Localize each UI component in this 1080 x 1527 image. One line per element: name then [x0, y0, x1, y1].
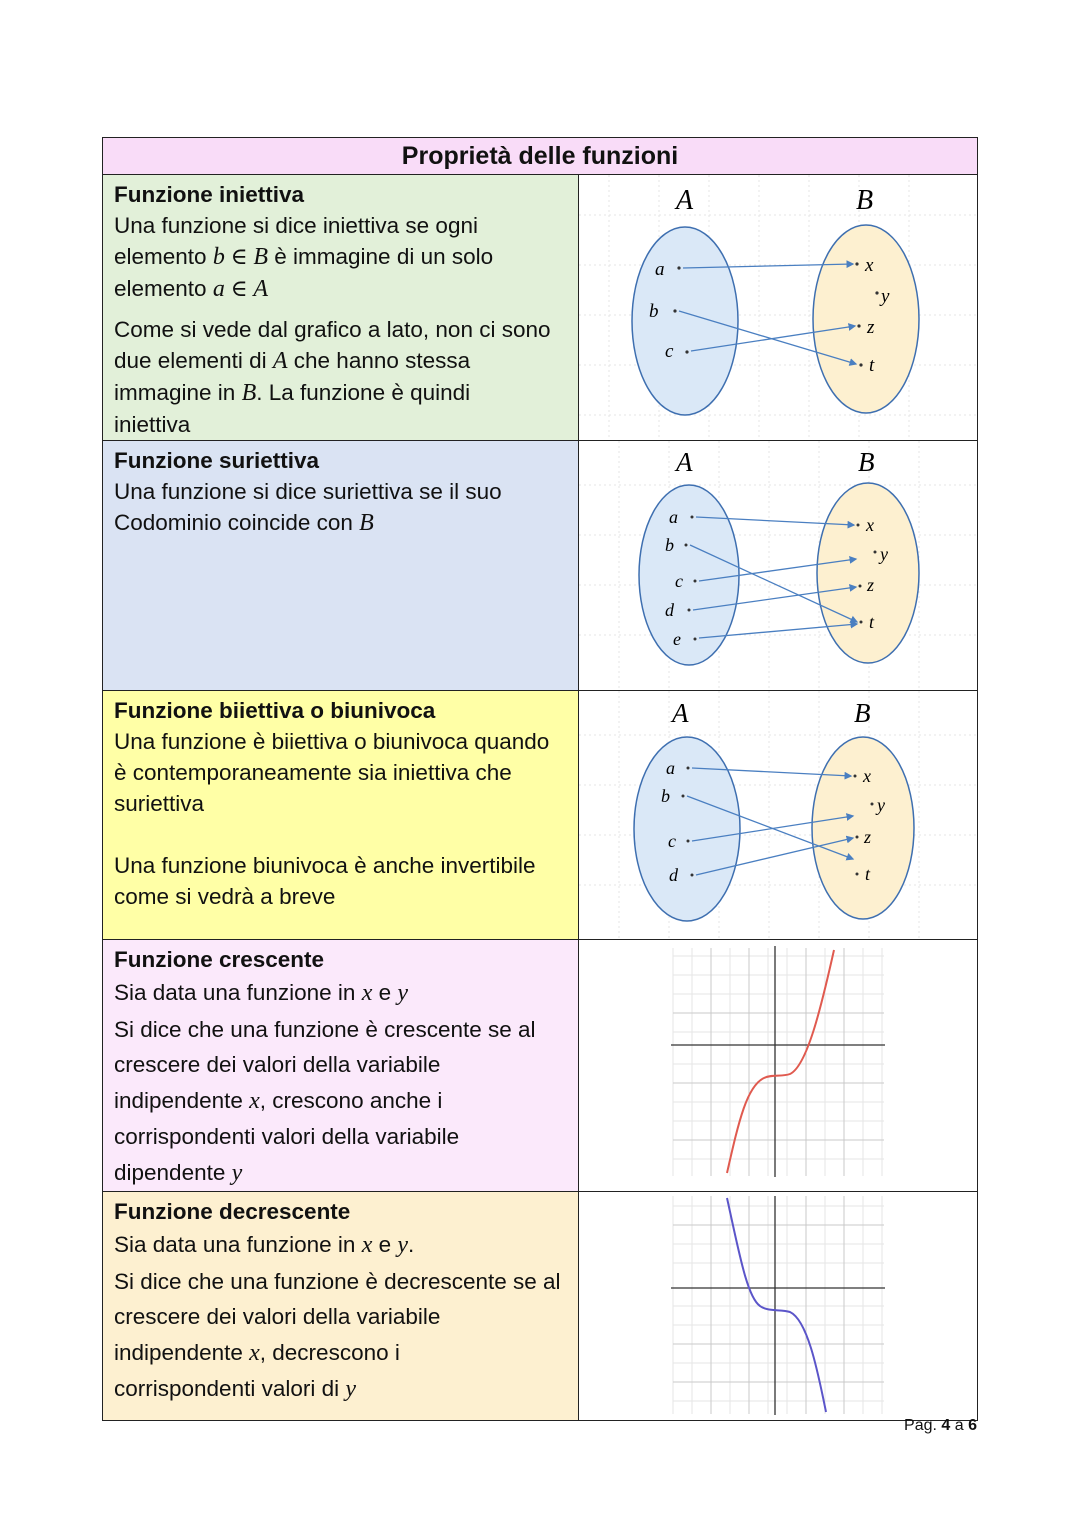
decreasing-heading: Funzione decrescente — [114, 1199, 351, 1224]
decreasing-graph-cell — [579, 1192, 978, 1421]
set-a-ellipse — [639, 485, 739, 665]
increasing-graph-cell — [579, 940, 978, 1192]
element-label: z — [867, 575, 875, 595]
set-b-label: B — [858, 447, 875, 477]
increasing-function-graph — [579, 940, 977, 1183]
bijective-definition: Una funzione è biiettiva o biunivoca quando è contemporaneamente sia iniettiva che suriettiva — [114, 729, 550, 816]
decreasing-intro: Sia data una funzione in x e y. — [114, 1232, 415, 1258]
element-label: y — [880, 544, 888, 564]
surjective-definition: Una funzione si dice suriettiva se il suo Codominio coincide con B — [114, 479, 502, 536]
bijective-heading: Funzione biiettiva o biunivoca — [114, 698, 436, 723]
bijective-text-cell — [103, 691, 579, 940]
element-label: d — [665, 600, 674, 620]
injective-explanation: Come si vede dal grafico a lato, non ci sono due elementi di A che hanno stessa immagine in B. La funzione è quindi iniettiva — [114, 317, 551, 437]
injective-text-cell — [103, 175, 579, 441]
element-label: b — [661, 786, 670, 806]
element-label: t — [865, 864, 871, 884]
element-label: x — [865, 255, 874, 276]
increasing-text-cell — [103, 940, 579, 1192]
set-b-label: B — [856, 185, 874, 216]
increasing-intro: Sia data una funzione in x e y — [114, 980, 409, 1006]
increasing-heading: Funzione crescente — [114, 947, 325, 972]
element-label: y — [881, 286, 890, 307]
set-a-label: A — [672, 698, 689, 728]
element-label: x — [863, 766, 871, 786]
graph-grid — [673, 1196, 884, 1414]
element-label: t — [869, 355, 875, 376]
increasing-definition: Si dice che una funzione è crescente se al crescere dei valori della variabile indipendente x, crescono anche i corrispondenti valori della variabile dipendente y — [114, 1016, 536, 1186]
element-label: c — [668, 831, 676, 851]
set-a-ellipse — [632, 227, 738, 415]
injective-mapping-diagram — [579, 175, 977, 439]
decreasing-curve — [727, 1198, 826, 1412]
element-label: a — [669, 507, 678, 527]
element-label: c — [675, 571, 683, 591]
element-label: b — [665, 535, 674, 555]
element-label: z — [867, 317, 875, 338]
surjective-text-cell — [103, 441, 579, 691]
set-a-label: A — [676, 185, 694, 216]
set-b-ellipse — [813, 225, 919, 413]
element-label: a — [666, 758, 675, 778]
element-label: b — [649, 301, 659, 322]
page-title: Proprietà delle funzioni — [103, 138, 978, 175]
element-label: y — [877, 795, 885, 815]
set-a-label: A — [676, 447, 693, 477]
surjective-diagram-cell — [579, 441, 978, 691]
decreasing-text-cell — [103, 1192, 579, 1421]
injective-diagram-cell — [579, 175, 978, 441]
set-b-label: B — [854, 698, 871, 728]
injective-heading: Funzione iniettiva — [114, 182, 305, 207]
bijective-diagram-cell — [579, 691, 978, 940]
bijective-mapping-diagram — [579, 691, 977, 938]
surjective-mapping-diagram — [579, 441, 977, 689]
element-label: d — [669, 865, 678, 885]
injective-definition: Una funzione si dice iniettiva se ogni elemento b ∈ B è immagine di un solo elemento a ∈ A — [114, 213, 494, 302]
decreasing-function-graph — [579, 1192, 977, 1419]
set-b-ellipse — [812, 737, 914, 919]
element-label: x — [866, 515, 874, 535]
surjective-heading: Funzione suriettiva — [114, 448, 320, 473]
element-label: e — [673, 629, 681, 649]
decreasing-definition: Si dice che una funzione è decrescente se al crescere dei valori della variabile indipendente x, decrescono i corrispondenti valori di y — [114, 1268, 561, 1402]
element-label: z — [864, 827, 872, 847]
bijective-note: Una funzione biunivoca è anche invertibile come si vedrà a breve — [114, 853, 536, 909]
element-label: c — [665, 341, 674, 362]
graph-grid — [673, 948, 884, 1176]
properties-table — [102, 137, 978, 1421]
element-label: t — [869, 612, 875, 632]
element-label: a — [655, 259, 665, 280]
set-b-ellipse — [817, 483, 919, 663]
page-number: Pag. 4 a 6 — [904, 1417, 977, 1434]
set-a-ellipse — [634, 737, 740, 921]
